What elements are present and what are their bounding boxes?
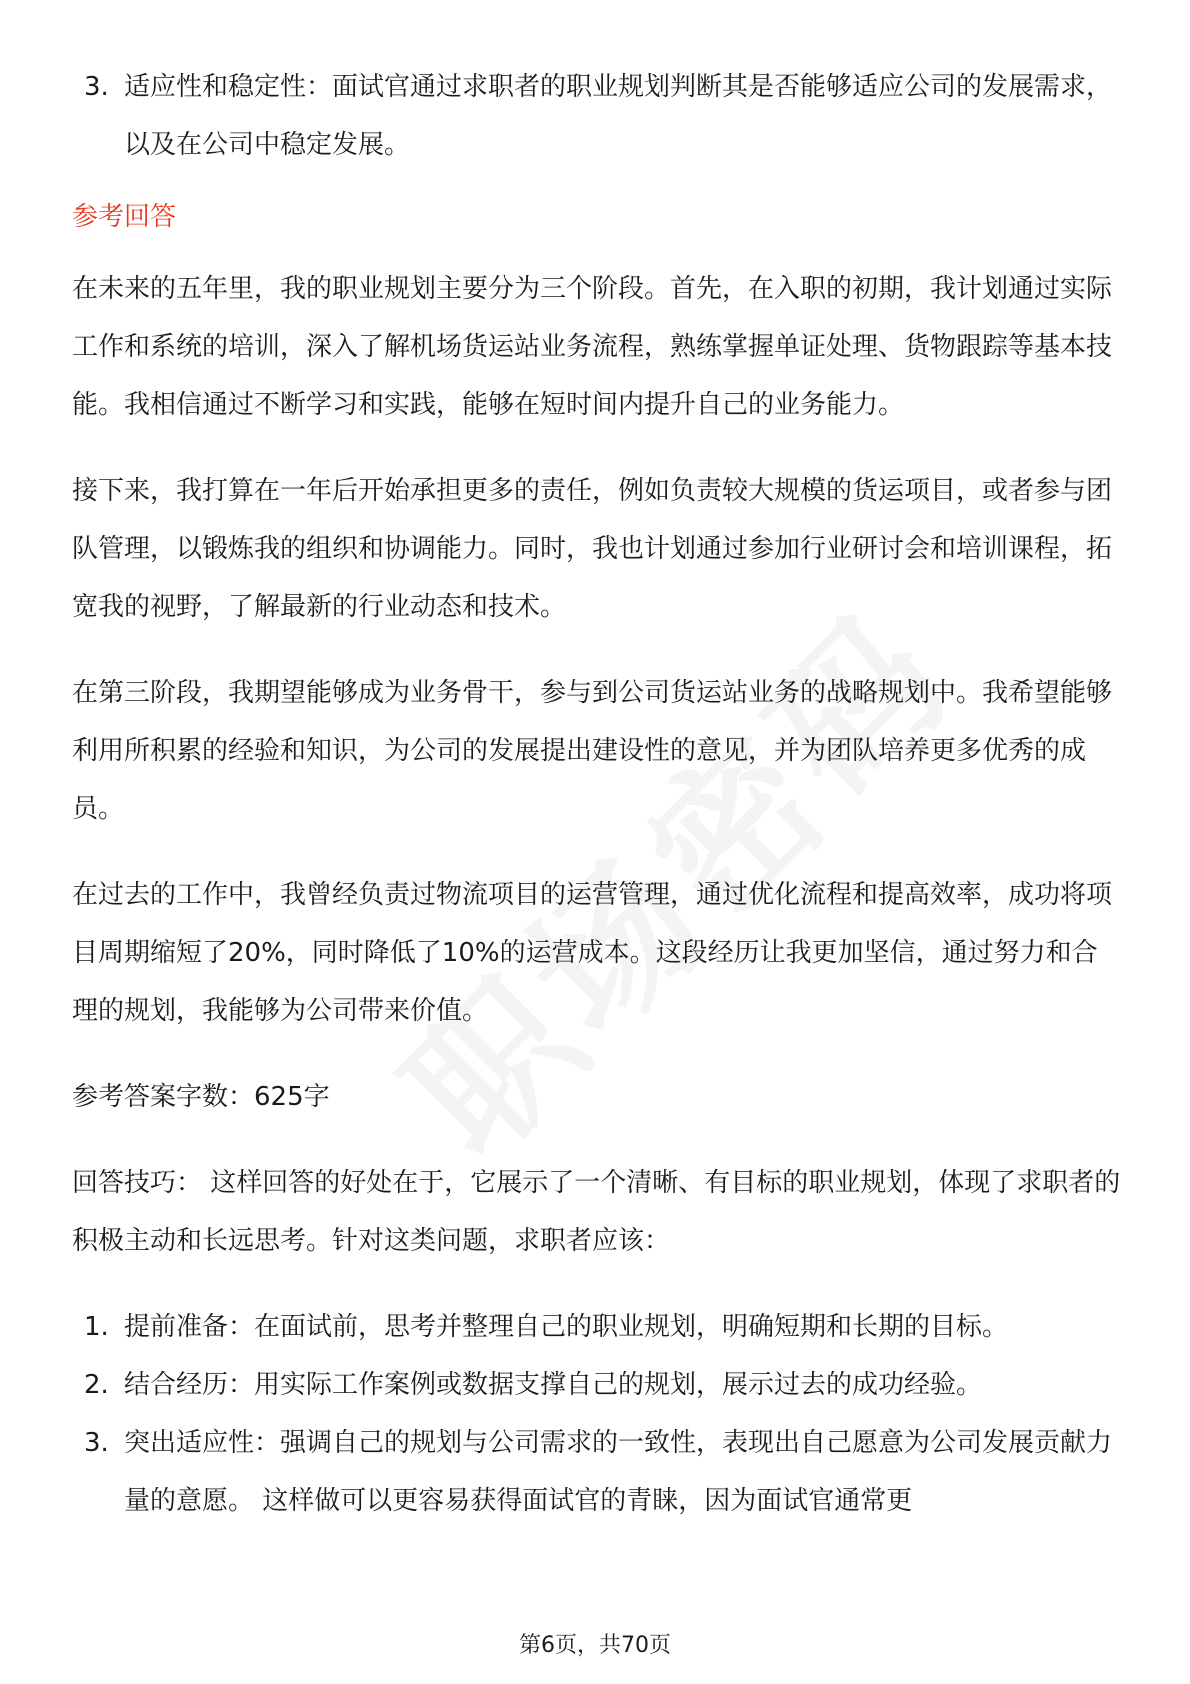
list-number: 3.: [84, 1428, 109, 1458]
page-content: [72, 58, 1122, 1530]
list-item-text: 提前准备：在面试前，思考并整理自己的职业规划，明确短期和长期的目标。: [124, 1312, 1009, 1342]
list-item: [72, 1414, 1122, 1530]
list-item: [72, 1298, 1122, 1356]
list-number: 1.: [84, 1312, 109, 1342]
page-footer: 第6页，共70页: [519, 1633, 671, 1658]
paragraph: 接下来，我打算在一年后开始承担更多的责任，例如负责较大规模的货运项目，或者参与团队管理，以锻炼我的组织和协调能力。同时，我也计划通过参加行业研讨会和培训课程，拓宽我的视野，了解最新的行业动态和技术。: [72, 476, 1113, 622]
list-item-text: 突出适应性：强调自己的规划与公司需求的一致性，表现出自己愿意为公司发展贡献力量的意愿。 这样做可以更容易获得面试官的青睐，因为面试官通常更: [124, 1428, 1113, 1516]
tips-intro: 回答技巧： 这样回答的好处在于，它展示了一个清晰、有目标的职业规划，体现了求职者的积极主动和长远思考。针对这类问题，求职者应该：: [72, 1168, 1121, 1256]
list-item: [72, 58, 1122, 174]
top-list: [72, 58, 1122, 174]
list-number: 2.: [84, 1370, 109, 1400]
paragraph: 在未来的五年里，我的职业规划主要分为三个阶段。首先，在入职的初期，我计划通过实际工作和系统的培训，深入了解机场货运站业务流程，熟练掌握单证处理、货物跟踪等基本技能。我相信通过不断学习和实践，能够在短时间内提升自己的业务能力。: [72, 274, 1113, 420]
paragraph: 在第三阶段，我期望能够成为业务骨干，参与到公司货运站业务的战略规划中。我希望能够利用所积累的经验和知识，为公司的发展提出建设性的意见，并为团队培养更多优秀的成员。: [72, 678, 1113, 824]
list-item-text: 适应性和稳定性：面试官通过求职者的职业规划判断其是否能够适应公司的发展需求，以及在公司中稳定发展。: [124, 72, 1113, 160]
list-number: 3.: [84, 72, 109, 102]
section-title: 参考回答: [72, 202, 177, 232]
paragraph: 在过去的工作中，我曾经负责过物流项目的运营管理，通过优化流程和提高效率，成功将项目周期缩短了20%，同时降低了10%的运营成本。这段经历让我更加坚信，通过努力和合理的规划，我能够为公司带来价值。: [72, 880, 1113, 1026]
tips-list: [72, 1298, 1122, 1530]
list-item: [72, 1356, 1122, 1414]
list-item-text: 结合经历：用实际工作案例或数据支撑自己的规划，展示过去的成功经验。: [124, 1370, 983, 1400]
word-count: 参考答案字数：625字: [72, 1082, 330, 1112]
